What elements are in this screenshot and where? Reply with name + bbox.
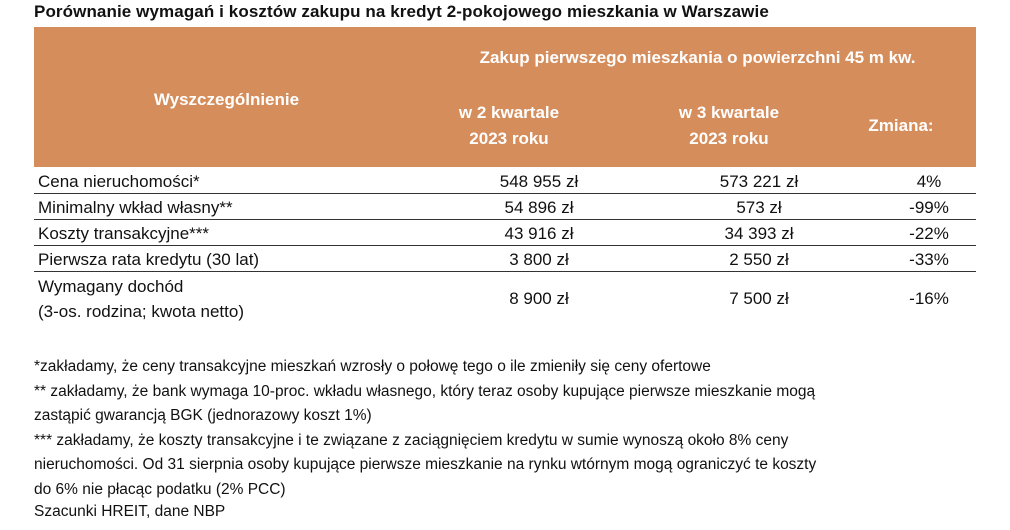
header-group-label: Zakup pierwszego mieszkania o powierzchni 45 m kw. (479, 48, 916, 67)
table-header (34, 27, 976, 167)
row-q3-value: 7 500 zł (729, 289, 789, 308)
row-q2-value: 3 800 zł (509, 250, 569, 269)
table-body (34, 168, 976, 327)
row-q3-value: 2 550 zł (729, 250, 789, 269)
table-row (34, 272, 976, 327)
table-row (34, 194, 976, 220)
row-q2-value: 548 955 zł (499, 172, 579, 191)
row-q2-value: 54 896 zł (504, 198, 574, 217)
footnote-line: ** zakładamy, że bank wymaga 10-proc. wkładu własnego, który teraz osoby kupujące pierwsze mieszkanie mogą (34, 382, 816, 400)
row-label: Minimalny wkład własny** (38, 198, 233, 217)
header-description-column: Wyszczególnienie (153, 90, 300, 109)
row-label: Koszty transakcyjne*** (38, 224, 210, 243)
footnote-line: *** zakładamy, że koszty transakcyjne i te związane z zaciągnięciem kredytu w sumie wynoszą około 8% ceny (34, 431, 789, 449)
table-row (34, 168, 976, 194)
header-q3-column (644, 100, 814, 152)
footnote-line: nieruchomości. Od 31 sierpnia osoby kupujące pierwsze mieszkanie na rynku wtórnym mogą ograniczyć te koszty (34, 456, 817, 473)
row-change-value: -99% (909, 198, 949, 217)
row-label: Pierwsza rata kredytu (30 lat) (38, 250, 260, 269)
row-change-value: -33% (909, 250, 949, 269)
header-q3-line1: w 3 kwartale (678, 103, 780, 122)
source-note: Szacunki HREIT, dane NBP (34, 503, 226, 520)
row-change-value: -16% (909, 289, 949, 308)
table-row (34, 246, 976, 272)
row-label-note: (3-os. rodzina; kwota netto) (38, 302, 244, 321)
row-change-value: -22% (909, 224, 949, 243)
row-q2-value: 8 900 zł (509, 289, 569, 308)
row-q2-value: 43 916 zł (504, 224, 574, 243)
row-change-value: 4% (916, 172, 942, 191)
header-q3-line2: 2023 roku (689, 129, 769, 148)
row-q3-value: 573 221 zł (719, 172, 799, 191)
row-q3-value: 573 zł (736, 198, 782, 217)
row-label: Cena nieruchomości* (38, 172, 200, 191)
footnotes (34, 355, 974, 502)
header-q2-line1: w 2 kwartale (458, 103, 560, 122)
footnote-line: do 6% nie płacąc podatku (2% PCC) (34, 480, 286, 498)
row-q3-value: 34 393 zł (724, 224, 794, 243)
header-change-column: Zmiana: (868, 116, 934, 135)
footnote-line: *zakładamy, że ceny transakcyjne mieszkań wzrosły o połowę tego o ile zmieniły się ceny ofertowe (34, 358, 711, 375)
header-q2-line2: 2023 roku (469, 129, 549, 148)
footnote-line: zastąpić gwarancją BGK (jednorazowy koszt 1%) (34, 407, 372, 424)
row-label: Wymagany dochód (38, 277, 184, 296)
header-q2-column (424, 100, 594, 152)
table-row (34, 220, 976, 246)
table-title: Porównanie wymagań i kosztów zakupu na kredyt 2-pokojowego mieszkania w Warszawie (34, 2, 769, 21)
